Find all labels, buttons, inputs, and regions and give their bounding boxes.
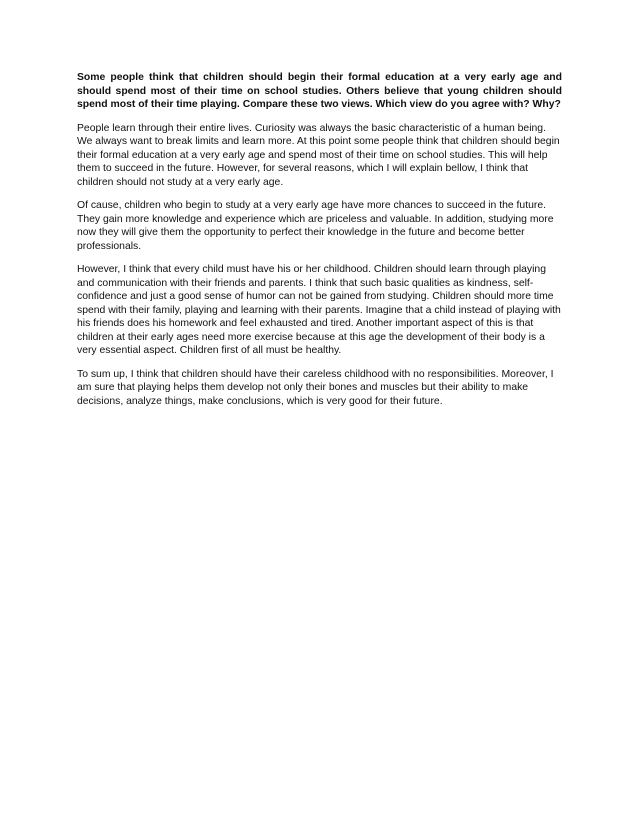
- paragraph-argument-for-playing: However, I think that every child must have his or her childhood. Children should learn through playing and communication with their friends and parents. I think that such basic qualities as kindness, self-confidence and just a good sense of humor can not be gained from studying. Children should more time spend with their family, playing and learning with their parents. Imagine that a child instead of playing with his friends does his homework and feel exhausted and tired. Another important aspect of this is that children at their early ages need more exercise because at this age the development of their body is a very essential aspect. Children first of all must be healthy.: [77, 264, 561, 356]
- paragraph-introduction: People learn through their entire lives. Curiosity was always the basic characteristic of a human being. We always want to break limits and learn more. At this point some people think that children should begin their formal education at a very early age and spend most of their time on school studies. This will help them to succeed in the future. However, for several reasons, which I will explain bellow, I think that children should not study at a very early age.: [77, 122, 560, 188]
- paragraph-conclusion: To sum up, I think that children should have their careless childhood with no responsibilities. Moreover, I am sure that playing helps them develop not only their bones and muscles but their ability to make decisions, analyze things, make conclusions, which is very good for their future.: [77, 368, 554, 407]
- essay-prompt: Some people think that children should begin their formal education at a very early age and should spend most of their time on school studies. Others believe that young children should spend most of their time playing. Compare these two views. Which view do you agree with? Why?: [77, 72, 562, 110]
- paragraph-argument-for-early-study: Of cause, children who begin to study at a very early age have more chances to succeed in the future. They gain more knowledge and experience which are priceless and valuable. In addition, studying more now they will give them the opportunity to perfect their knowledge in the future and become better professionals.: [77, 200, 554, 252]
- document-body: [77, 71, 562, 418]
